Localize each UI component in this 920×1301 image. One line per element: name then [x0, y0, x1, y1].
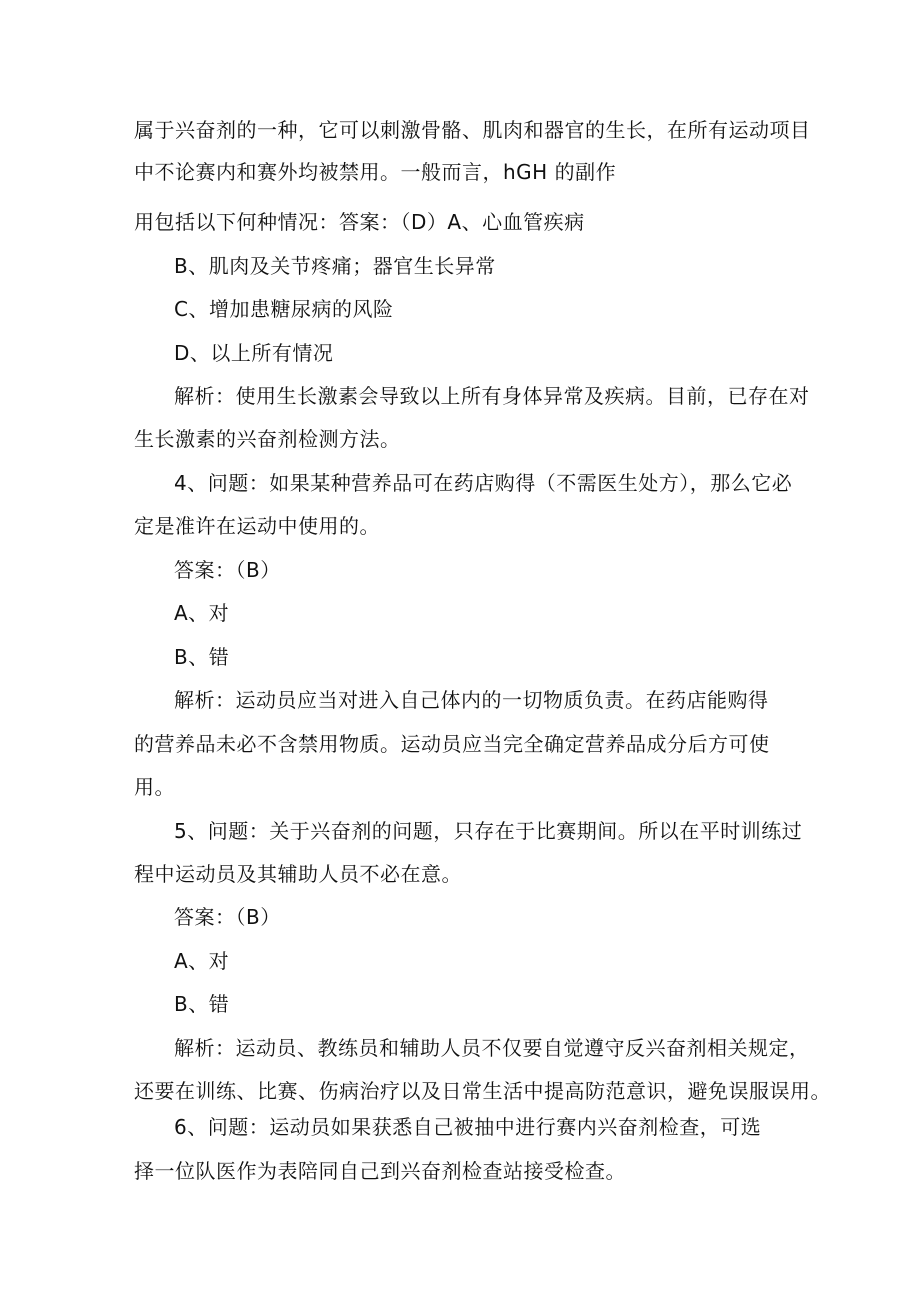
text-line: 中不论赛内和赛外均被禁用。一般而言，hGH 的副作: [134, 160, 617, 184]
text-line: 程中运动员及其辅助人员不必在意。: [134, 862, 462, 886]
question-line: 5、问题：关于兴奋剂的问题，只存在于比赛期间。所以在平时训练过: [174, 819, 803, 843]
text-line: 还要在训练、比赛、伤病治疗以及日常生活中提高防范意识，避免误服误用。: [134, 1079, 831, 1103]
text-line: 的营养品未必不含禁用物质。运动员应当完全确定营养品成分后方可使: [134, 732, 770, 756]
text-line: 用。: [134, 775, 175, 799]
option-line: C、增加患糖尿病的风险: [174, 297, 394, 321]
analysis-line: 解析：运动员应当对进入自己体内的一切物质负责。在药店能购得: [174, 688, 769, 712]
text-line: 用包括以下何种情况：答案：（D）A、心血管疾病: [134, 210, 585, 234]
question-line: 6、问题：运动员如果获悉自己被抽中进行赛内兴奋剂检查，可选: [174, 1115, 762, 1139]
analysis-line: 解析：运动员、教练员和辅助人员不仅要自觉遵守反兴奋剂相关规定，: [174, 1036, 810, 1060]
option-line: D、以上所有情况: [174, 341, 334, 365]
text-line: 定是准许在运动中使用的。: [134, 514, 380, 538]
option-line: A、对: [174, 949, 230, 973]
option-line: B、错: [174, 645, 230, 669]
analysis-line: 解析：使用生长激素会导致以上所有身体异常及疾病。目前，已存在对: [174, 384, 810, 408]
text-line: 属于兴奋剂的一种，它可以刺激骨骼、肌肉和器官的生长，在所有运动项目: [134, 118, 811, 142]
option-line: B、肌肉及关节疼痛；器官生长异常: [174, 254, 496, 278]
answer-line: 答案：（B）: [174, 558, 281, 582]
text-line: 生长激素的兴奋剂检测方法。: [134, 427, 401, 451]
answer-line: 答案：（B）: [174, 905, 281, 929]
text-line: 择一位队医作为表陪同自己到兴奋剂检查站接受检查。: [134, 1159, 626, 1183]
question-line: 4、问题：如果某种营养品可在药店购得（不需医生处方），那么它必: [174, 471, 793, 495]
option-line: B、错: [174, 992, 230, 1016]
option-line: A、对: [174, 601, 230, 625]
